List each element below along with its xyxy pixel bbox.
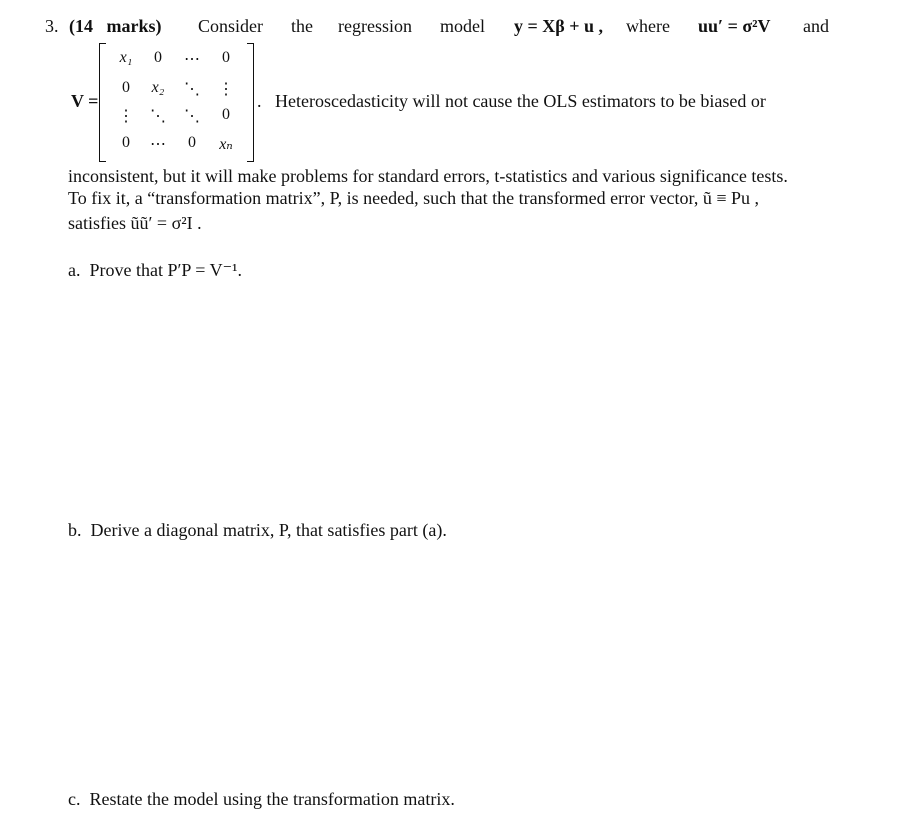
paragraph-line-2: inconsistent, but it will make problems for standard errors, t-statistics and various significance tests. (68, 166, 788, 186)
covariance-equation: uu′ = σ²V (698, 16, 771, 36)
matrix-v-label: V = (71, 91, 99, 111)
matrix-cell: 0 (188, 134, 196, 151)
matrix-cell: 0 (222, 106, 230, 123)
model-equation: y = Xβ + u , (514, 16, 604, 36)
word-and: and (803, 16, 829, 36)
word-where: where (626, 16, 670, 36)
intro-word-consider: Consider (198, 16, 263, 36)
matrix-cell: 0 (122, 79, 130, 96)
matrix-cell: ⋱ (150, 108, 166, 125)
part-b: b. Derive a diagonal matrix, P, that satisfies part (a). (68, 520, 447, 540)
matrix-cell: 0 (122, 134, 130, 151)
matrix-cell: ⋱ (184, 81, 200, 98)
matrix-cell: x₁ (119, 49, 133, 66)
intro-word-model: model (440, 16, 485, 36)
matrix-cell: ⋮ (218, 81, 234, 98)
matrix-right-bracket (247, 43, 254, 162)
intro-word-the: the (291, 16, 313, 36)
matrix-cell: ⋯ (150, 136, 166, 153)
heteroscedasticity-text: . Heteroscedasticity will not cause the OLS estimators to be biased or (257, 91, 766, 111)
matrix-cell: ⋮ (118, 108, 134, 125)
matrix-v (99, 43, 254, 162)
matrix-cell: ⋱ (184, 108, 200, 125)
matrix-left-bracket (99, 43, 106, 162)
paragraph-line-4: satisfies ũũ′ = σ²I . (68, 213, 202, 233)
question-number: 3. (45, 16, 59, 36)
paragraph-line-3: To fix it, a “transformation matrix”, P, is needed, such that the transformed error vector, ũ ≡ Pu , (68, 188, 759, 208)
matrix-cell: 0 (222, 49, 230, 66)
matrix-cell: x₂ (151, 79, 165, 96)
intro-word-regression: regression (338, 16, 412, 36)
part-c: c. Restate the model using the transformation matrix. (68, 789, 455, 809)
matrix-cell: ⋯ (184, 51, 200, 68)
matrix-cell: xₙ (219, 136, 233, 153)
marks-label: (14 marks) (69, 16, 162, 36)
part-a: a. Prove that P′P = V⁻¹. (68, 260, 242, 280)
matrix-cell: 0 (154, 49, 162, 66)
